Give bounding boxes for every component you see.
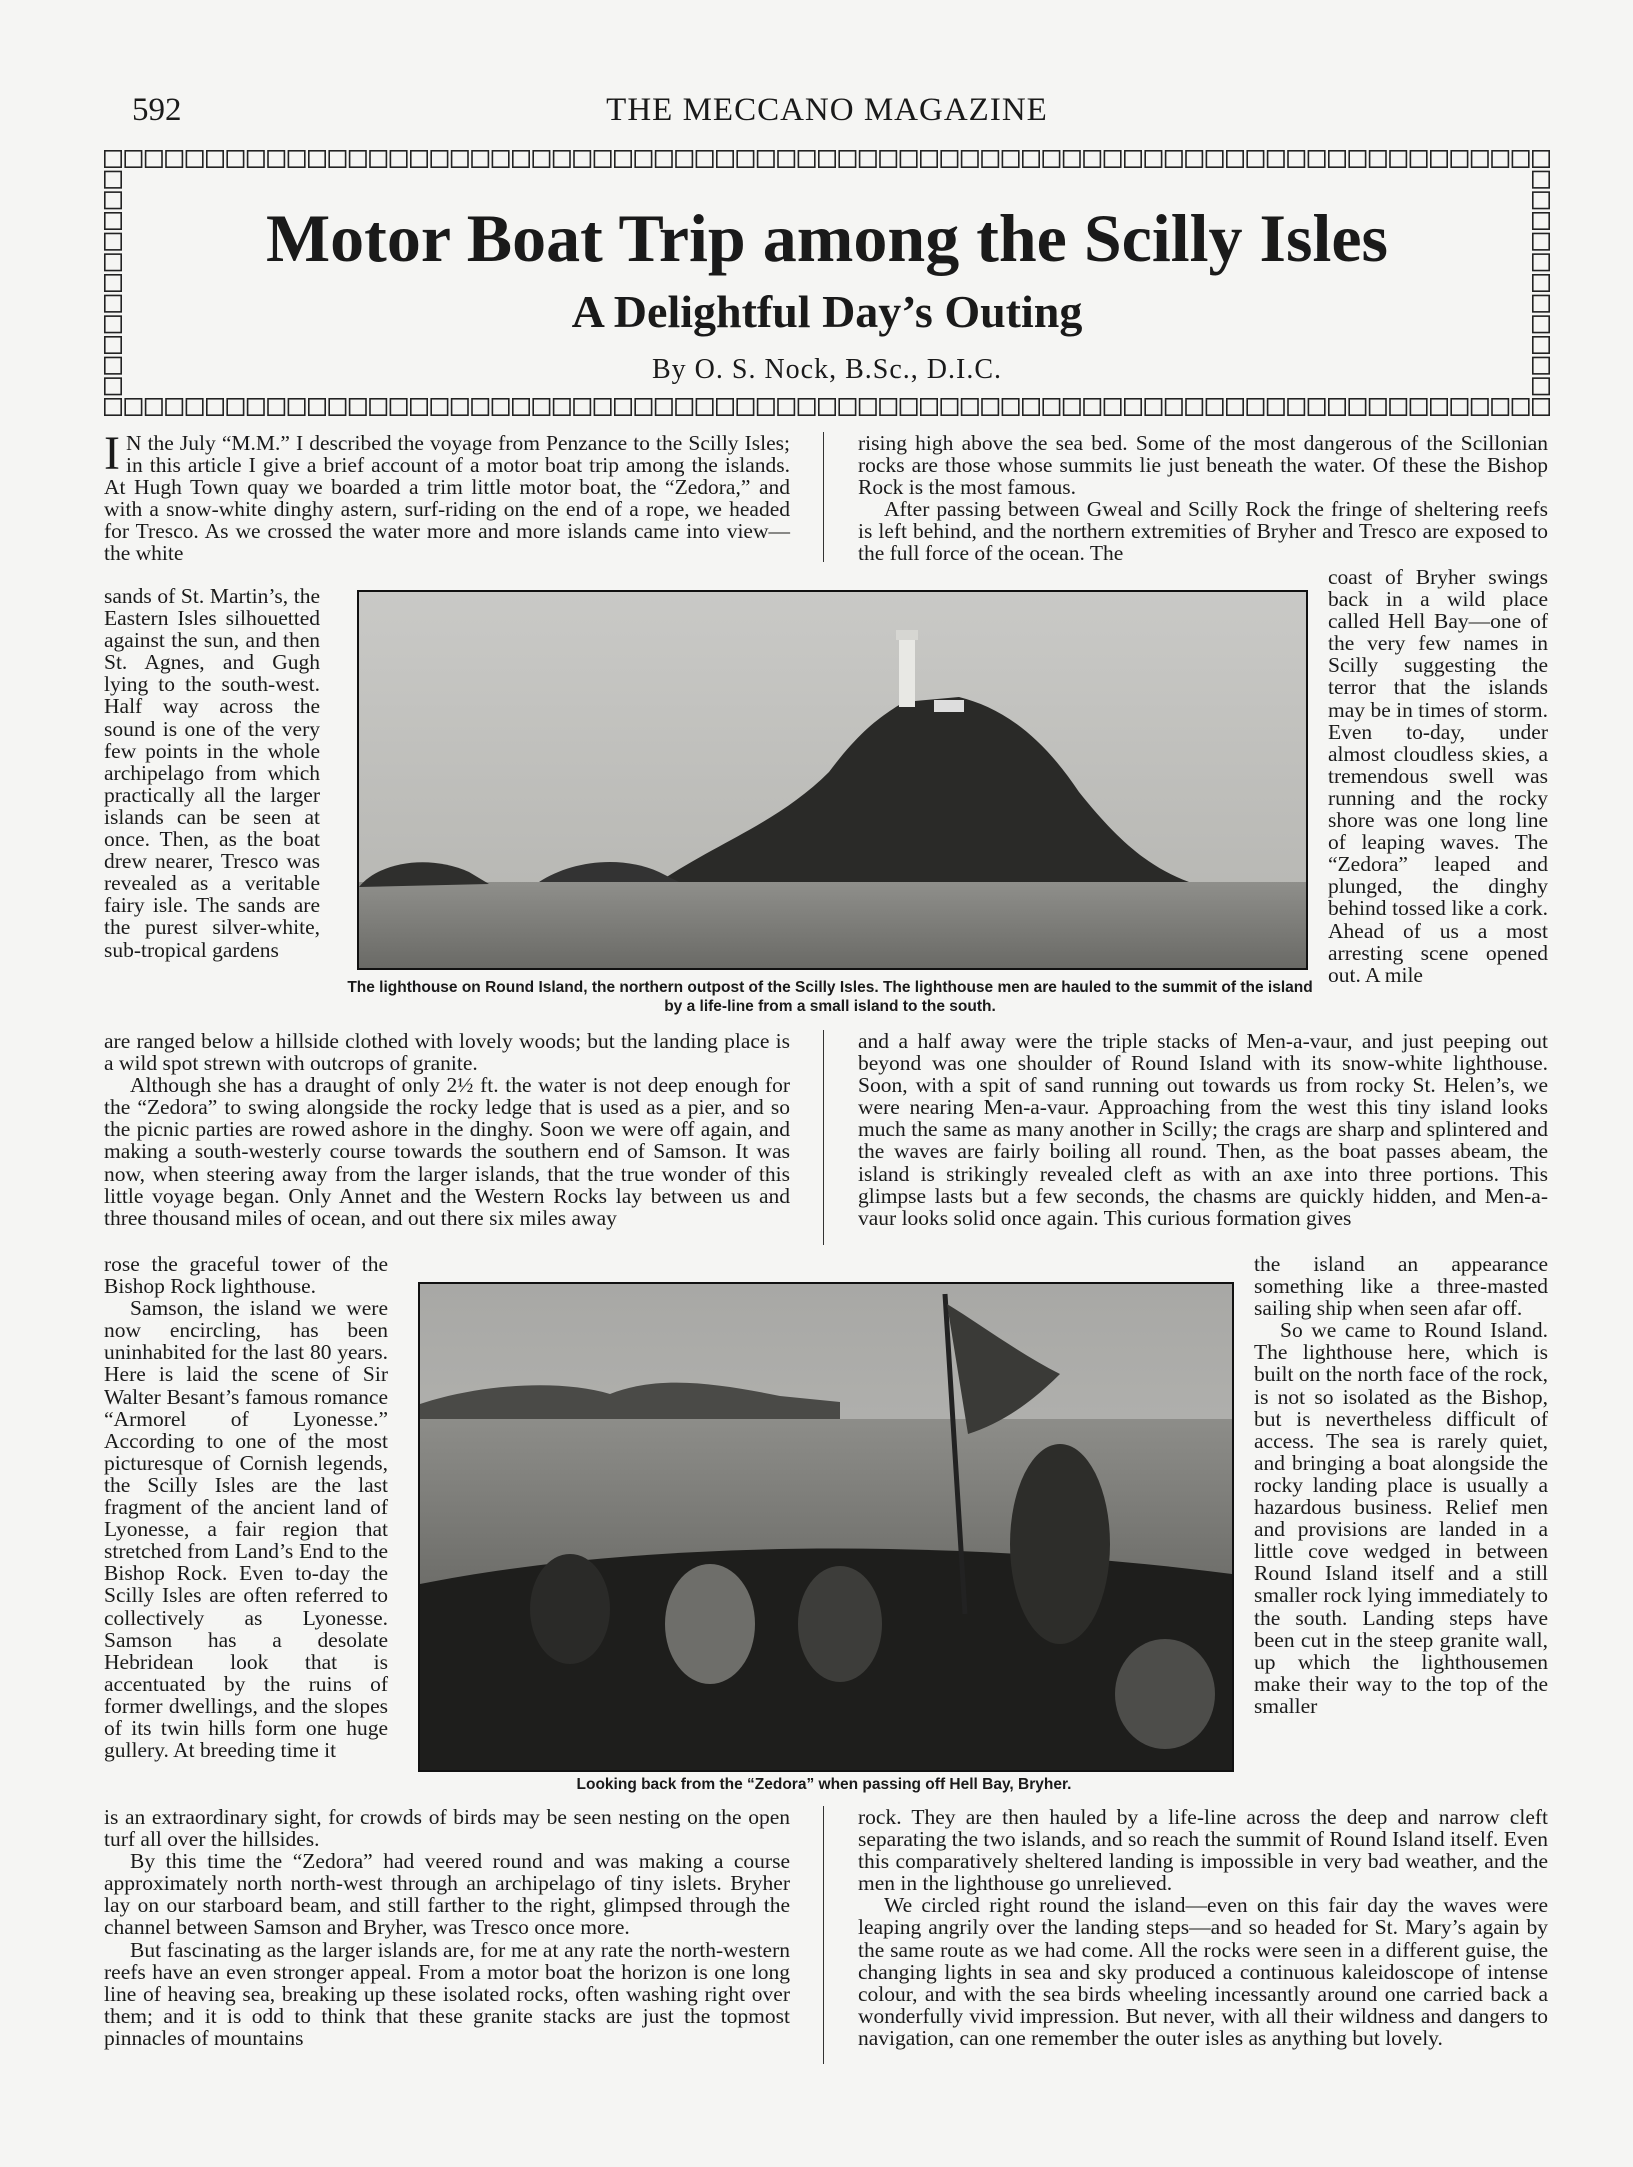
paragraph: coast of Bryher swings back in a wild place called Hell Bay—one of the very few names in Scilly suggesting the terror that the islands may be in times of storm. Even to-day, under almost cloudless skies, a tremendous swell was running and the rocky shore was one long line of leaping waves. The “Zedora” leaped and plunged, the dinghy behind tossed like a cork. Ahead of us a most arresting scene opened out. A mile [1328,565,1548,987]
paragraph: I N the July “M.M.” I described the voyage from Penzance to the Scilly Isles; in this article I give a brief account of a motor boat trip among the islands. At Hugh Town quay we boarded a trim little motor boat, the “Zedora,” and with a snow-white dinghy astern, surf-riding on the end of a rope, we headed for Tresco. As we crossed the water more and more islands came into view—the white [104,427,790,566]
article-byline: By O. S. Nock, B.Sc., D.I.C. [651,354,1002,385]
column-rule [823,1030,824,1245]
paragraph: rock. They are then hauled by a life-line across the deep and narrow cleft separating the two islands, and so reach the summit of Round Island itself. Even this comparatively sheltered landing is impossible in very bad weather, and the men in the lighthouse go unrelieved. [858,1805,1548,1896]
title-box [104,150,1550,416]
narrow-column-right-2 [1254,1253,1548,1717]
page-header [104,92,1550,140]
column-left-bottom [104,1806,790,2049]
column-right-top [858,432,1548,565]
column-right-middle [858,1030,1548,1229]
column-right-bottom [858,1806,1548,2049]
paragraph: So we came to Round Island. The lighthouse here, which is built on the north face of the rock, is not so isolated as the Bishop, but is nevertheless difficult of access. The sea is rarely quiet, and bringing a boat alongside the rocky landing place is usually a hazardous business. Relief men and provisions are landed in a little cove wedged in between Round Island itself and a still smaller rock lying immediately to the south. Landing steps have been cut in the steep granite wall, up which the lighthousemen make their way to the top of the smaller [1254,1318,1548,1718]
column-left-middle [104,1030,790,1229]
paragraph: the island an appearance something like a three-masted sailing ship when seen afar off. [1254,1252,1548,1321]
photo-caption: The lighthouse on Round Island, the northern outpost of the Scilly Isles. The lighthouse men are hauled to the summit of the island by a life-line from a small island to the south. [347,979,1313,1015]
paragraph: By this time the “Zedora” had veered round and was making a course approximately north north-west through an archipelago of tiny islets. Bryher lay on our starboard beam, and still farther to the right, glimpsed through the channel between Samson and Bryher, was Tresco once more. [104,1849,790,1940]
narrow-column-left-2 [104,1253,388,1761]
title-block [144,198,1510,386]
narrow-column-right [1328,566,1548,986]
narrow-column-left [104,585,320,961]
paragraph: sands of St. Martin’s, the Eastern Isles silhouetted against the sun, and then St. Agnes, and Gugh lying to the south-west. Half way across the sound is one of the very few points in the whole archipelago from which practically all the larger islands can be seen at once. Then, as the boat drew nearer, Tresco was revealed as a veritable fairy isle. The sands are the purest silver-white, sub-tropical gardens [104,584,320,962]
paragraph: is an extraordinary sight, for crowds of birds may be seen nesting on the open turf all over the hillsides. [104,1805,790,1852]
photo-caption: Looking back from the “Zedora” when passing off Hell Bay, Bryher. [576,1776,1072,1793]
column-rule [823,1806,824,2064]
paragraph: rose the graceful tower of the Bishop Rock lighthouse. [104,1252,388,1299]
paragraph: We circled right round the island—even on this fair day the waves were leaping angrily over the landing steps—and so headed for St. Mary’s again by the same route as we had come. All the rocks were seen in a different guise, the changing lights in sea and sky produced a continuous kaleidoscope of intense colour, and with the sea birds wheeling incessantly around one carried back a wonderfully vivid impression. But never, with all their wildness and dangers to navigation, can one remember the outer isles as anything but lovely. [858,1893,1548,2050]
paragraph: But fascinating as the larger islands are, for me at any rate the north-western reefs have an even stronger appeal. From a motor boat the horizon is one long line of heaving sea, breaking up these isolated rocks, often washing right over them; and it is odd to think that these granite stacks are just the topmost pinnacles of mountains [104,1937,790,2050]
boat-photo [418,1282,1234,1772]
lighthouse-photo [357,590,1308,970]
column-left-top [104,427,790,566]
paragraph: and a half away were the triple stacks of Men-a-vaur, and just peeping out beyond was one shoulder of Round Island with its snow-white lighthouse. Soon, with a spit of sand running out towards us from rocky St. Helen’s, we were nearing Men-a-vaur. Approaching from the west this tiny island looks much the same as many another in Scilly; the crags are sharp and splintered and the waves are fairly boiling all round. Then, as the boat passes abeam, the island is strikingly revealed cleft as with an axe into three portions. This glimpse lasts but a few seconds, the chasms are quickly hidden, and Men-a-vaur looks solid once again. This curious formation gives [858,1029,1548,1230]
drop-cap: I [104,427,120,480]
article-subtitle: A Delightful Day’s Outing [571,286,1083,337]
paragraph: rising high above the sea bed. Some of the most dangerous of the Scillonian rocks are those whose summits lie just beneath the water. Of these the Bishop Rock is the most famous. [858,431,1548,500]
paragraph: are ranged below a hillside clothed with lovely woods; but the landing place is a wild spot strewn with outcrops of granite. [104,1029,790,1076]
page-number: 592 [132,92,182,128]
article-title: Motor Boat Trip among the Scilly Isles [266,200,1388,276]
paragraph: Samson, the island we were now encircling, has been uninhabited for the last 80 years. Here is laid the scene of Sir Walter Besant’s famous romance “Armorel of Lyonesse.” According to one of the most picturesque of Cornish legends, the Scilly Isles are the last fragment of the ancient land of Lyonesse, a fair region that stretched from Land’s End to the Bishop Rock. Even to-day the Scilly Isles are often referred to collectively as Lyonesse. Samson has a desolate Hebridean look that is accentuated by the ruins of former dwellings, and the slopes of its twin hills form one huge gullery. At breeding time it [104,1296,388,1763]
paragraph: After passing between Gweal and Scilly Rock the fringe of sheltering reefs is left behind, and the northern extremities of Bryher and Tresco are exposed to the full force of the ocean. The [858,497,1548,566]
column-rule [823,432,824,562]
paragraph: Although she has a draught of only 2½ ft. the water is not deep enough for the “Zedora” to swing alongside the rocky ledge that is used as a pier, and so the picnic parties are rowed ashore in the dinghy. Soon we were off again, and making a south-westerly course towards the southern end of Samson. It was now, when steering away from the larger islands, that the true wonder of this little voyage began. Only Annet and the Western Rocks lay between us and three thousand miles of ocean, and out there six miles away [104,1073,790,1230]
magazine-title: THE MECCANO MAGAZINE [606,92,1048,128]
